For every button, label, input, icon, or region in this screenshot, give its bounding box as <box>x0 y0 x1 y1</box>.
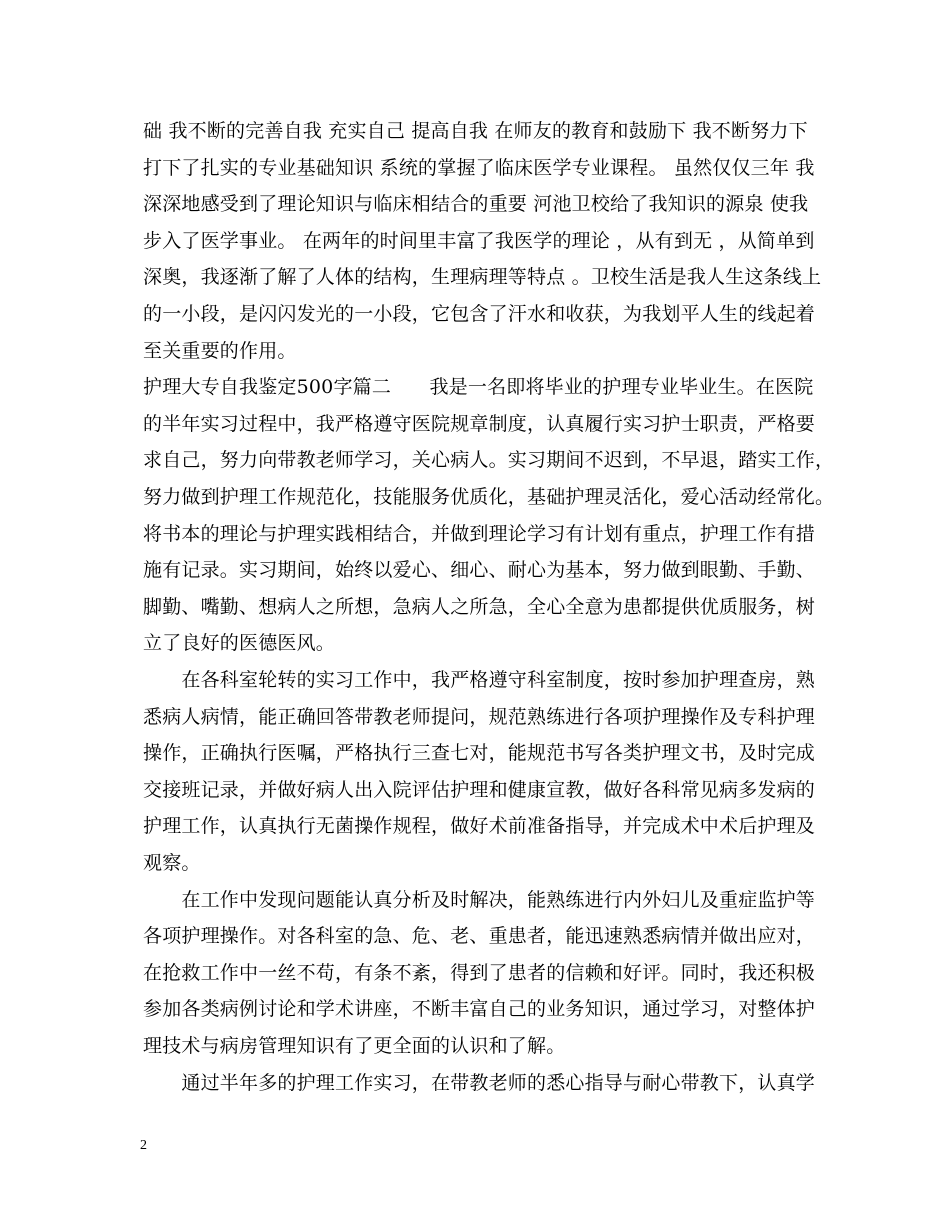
text-line: 操作，正确执行医嘱，严格执行三查七对，能规范书写各类护理文书，及时完成 <box>143 742 816 764</box>
text-line: 至关重要的作用。 <box>143 340 297 362</box>
text-line: 悉病人病情，能正确回答带教老师提问，规范熟练进行各项护理操作及专科护理 <box>143 706 816 728</box>
text-line: 的一小段，是闪闪发光的一小段，它包含了汗水和收获，为我划平人生的线起着 <box>143 303 816 325</box>
text-line: 参加各类病例讨论和学术讲座，不断丰富自己的业务知识，通过学习，对整体护 <box>143 998 816 1020</box>
text-line: 交接班记录，并做好病人出入院评估护理和健康宣教，做好各科常见病多发病的 <box>143 779 816 801</box>
text-line: 护理工作，认真执行无菌操作规程，做好术前准备指导，并完成术中术后护理及 <box>143 815 816 837</box>
text-line: 施有记录。实习期间，始终以爱心、细心、耐心为基本，努力做到眼勤、手勤、 <box>143 559 816 581</box>
text-line: 的半年实习过程中，我严格遵守医院规章制度，认真履行实习护士职责，严格要 <box>143 413 816 435</box>
text-line: 在工作中发现问题能认真分析及时解决，能熟练进行内外妇儿及重症监护等 <box>143 889 816 911</box>
text-line: 在各科室轮转的实习工作中，我严格遵守科室制度，按时参加护理查房，熟 <box>143 669 816 691</box>
text-line: 观察。 <box>143 852 201 874</box>
text-line: 各项护理操作。对各科室的急、危、老、重患者，能迅速熟悉病情并做出应对， <box>143 925 816 947</box>
text-line: 求自己，努力向带教老师学习，关心病人。实习期间不迟到，不早退，踏实工作， <box>143 449 835 471</box>
page-number: 2 <box>140 1138 147 1153</box>
text-line: 步入了医学事业。 在两年的时间里丰富了我医学的理论 ，从有到无 ，从简单到 <box>143 230 815 252</box>
text-line: 护理大专自我鉴定500字篇二 我是一名即将毕业的护理专业毕业生。在医院 <box>143 376 814 398</box>
text-line: 努力做到护理工作规范化，技能服务优质化，基础护理灵活化，爱心活动经常化。 <box>143 486 835 508</box>
text-line: 立了良好的医德医风。 <box>143 632 336 654</box>
text-line: 深深地感受到了理论知识与临床相结合的重要 河池卫校给了我知识的源泉 使我 <box>143 193 809 215</box>
text-line: 脚勤、嘴勤、想病人之所想，急病人之所急，全心全意为患都提供优质服务，树 <box>143 596 816 618</box>
text-line: 础 我不断的完善自我 充实自己 提高自我 在师友的教育和鼓励下 我不断努力下 <box>143 120 808 142</box>
text-line: 在抢救工作中一丝不苟，有条不紊，得到了患者的信赖和好评。同时，我还积极 <box>143 962 816 984</box>
text-line: 深奥，我逐渐了解了人体的结构，生理病理等特点 。卫校生活是我人生这条线上 <box>143 266 822 288</box>
text-line: 打下了扎实的专业基础知识 系统的掌握了临床医学专业课程。 虽然仅仅三年 我 <box>143 157 815 179</box>
text-line: 理技术与病房管理知识有了更全面的认识和了解。 <box>143 1035 566 1057</box>
text-line: 通过半年多的护理工作实习，在带教老师的悉心指导与耐心带教下，认真学 <box>143 1072 816 1094</box>
text-line: 将书本的理论与护理实践相结合，并做到理论学习有计划有重点，护理工作有措 <box>143 523 816 545</box>
